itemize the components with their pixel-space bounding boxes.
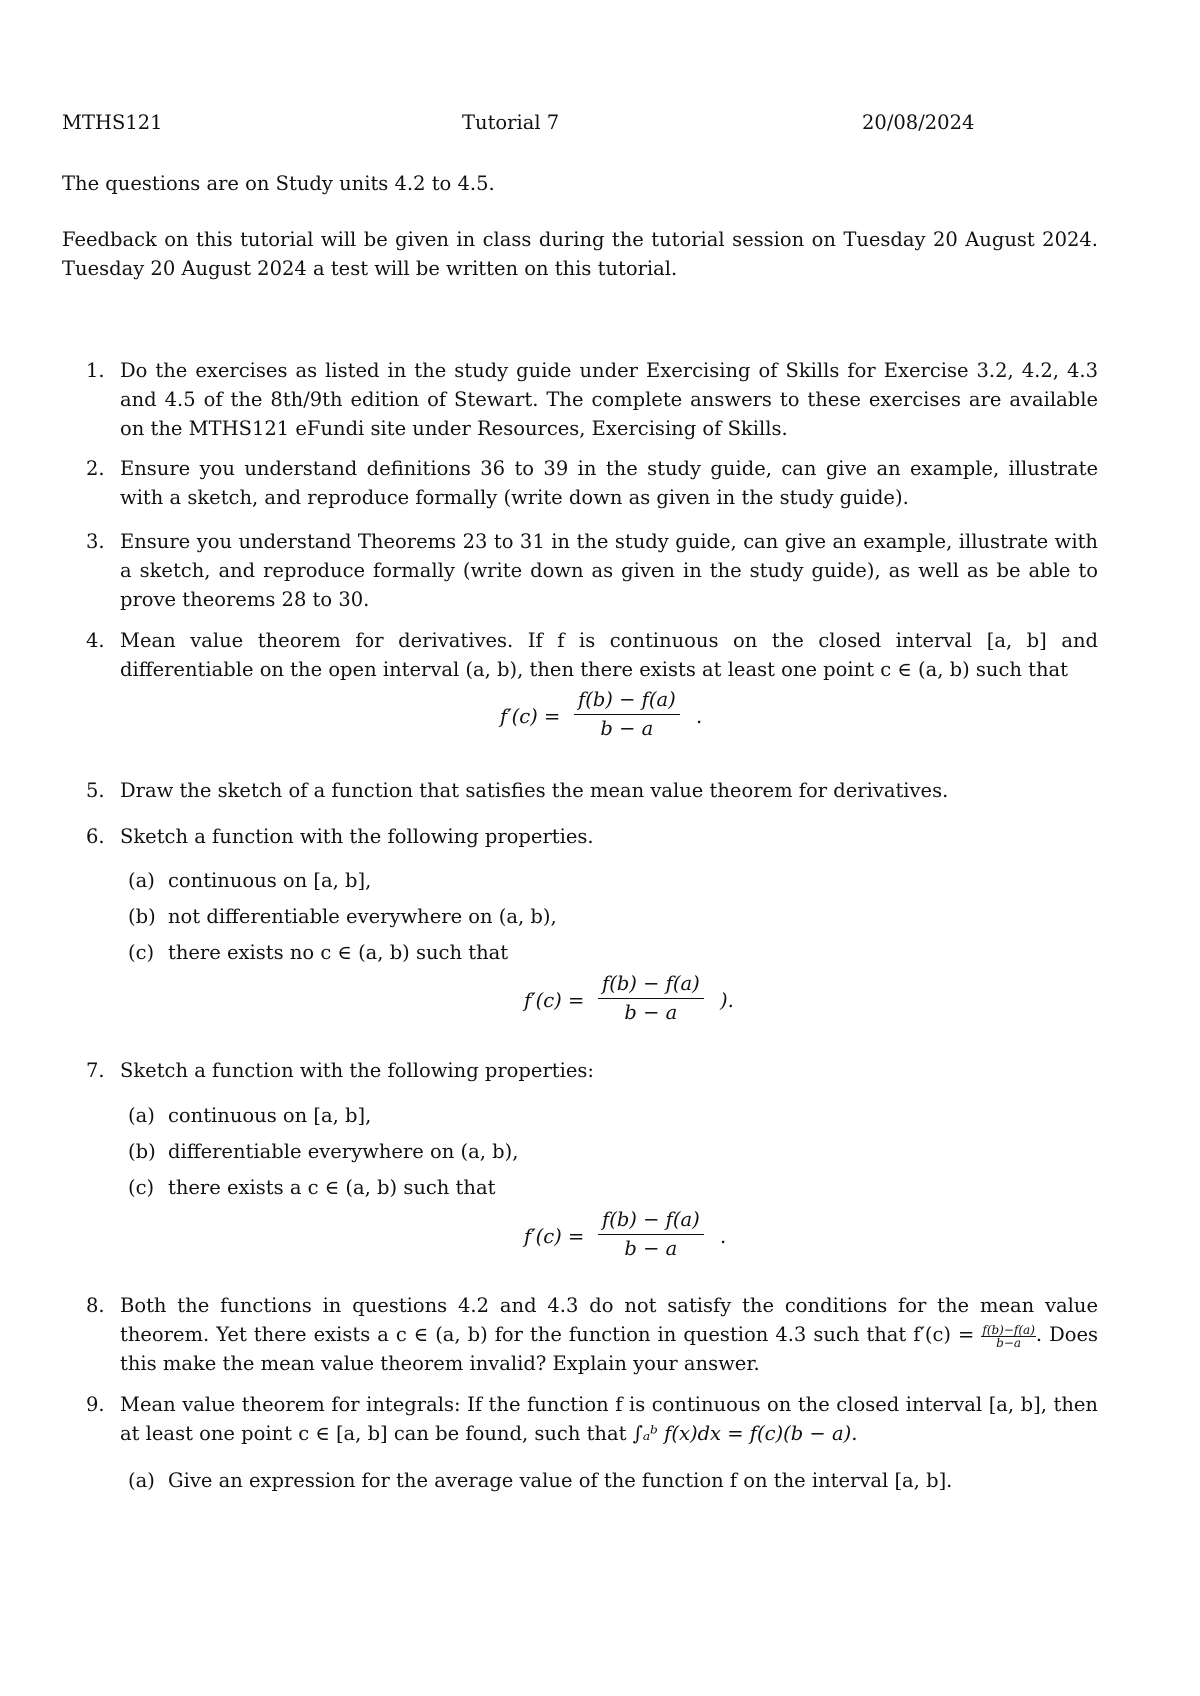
sub-item-text: continuous on [a, b], — [168, 1104, 372, 1127]
fraction-numerator: f(b) − f(a) — [602, 1208, 700, 1231]
formula-end: ). — [720, 989, 734, 1012]
question-number: 8. — [86, 1294, 105, 1317]
formula-q7 — [62, 1206, 1098, 1270]
question-text: Ensure you understand Theorems 23 to 31 in the study guide, can give an example, illustrate with a sketch, and reproduce formally (write down as given in the study guide), as well as be able to prove theorems 28 to 30. — [120, 530, 1098, 611]
fraction-denominator: b − a — [600, 717, 654, 741]
formula-lhs: f′(c) = — [524, 1225, 585, 1248]
fraction-denominator: b − a — [624, 1001, 678, 1025]
question-text-part: Both the functions in questions 4.2 and 4.3 do not satisfy the conditions for the mean value theorem. Yet there exists a c ∈ (a, b) for the function in question 4.3 such that f′(c) = — [120, 1294, 1098, 1346]
question-number: 5. — [86, 779, 105, 802]
formula-lhs: f′(c) = — [524, 989, 585, 1012]
formula-lhs: f′(c) = — [500, 705, 561, 728]
course-code: MTHS121 — [62, 111, 163, 134]
inline-fraction-numerator: f(b)−f(a) — [982, 1323, 1035, 1337]
formula-q6 — [62, 970, 1098, 1034]
question-number: 1. — [86, 359, 105, 382]
sub-item-label: (a) — [128, 1469, 155, 1492]
question-text-part: Mean value theorem for integrals: If the function f is continuous on the closed interval [a, b], then at least one point c ∈ [a, b] can be found, such that — [120, 1393, 1098, 1445]
question-text — [120, 1390, 1098, 1448]
question-text — [120, 1291, 1098, 1378]
formula-fraction — [598, 970, 704, 1027]
question-number: 7. — [86, 1059, 105, 1082]
fraction-numerator: f(b) − f(a) — [602, 972, 700, 995]
question-number: 2. — [86, 457, 105, 480]
tutorial-date: 20/08/2024 — [862, 111, 975, 134]
inline-fraction-denominator: b−a — [996, 1336, 1022, 1350]
intro-scope: The questions are on Study units 4.2 to 4.5. — [62, 172, 495, 195]
integral-expression: ∫ₐᵇ f(x)dx = f(c)(b − a). — [632, 1422, 858, 1445]
question-text: Do the exercises as listed in the study guide under Exercising of Skills for Exercise 3.2, 4.2, 4.3 and 4.5 of the 8th/9th edition of Stewart. The complete answers to these exercises are available on the MTHS121 eFundi site under Resources, Exercising of Skills. — [120, 359, 1098, 440]
sub-item-label: (b) — [128, 905, 156, 928]
sub-item-text: not differentiable everywhere on (a, b), — [168, 905, 557, 928]
sub-item-text: continuous on [a, b], — [168, 869, 372, 892]
question-text-part: . Does this make the mean value theorem invalid? Explain your answer. — [120, 1323, 1098, 1375]
fraction-denominator: b − a — [624, 1237, 678, 1261]
intro-feedback: Feedback on this tutorial will be given in class during the tutorial session on Tuesday 20 August 2024. Tuesday 20 August 2024 a test will be written on this tutorial. — [62, 228, 1098, 280]
sub-item-label: (c) — [128, 1176, 155, 1199]
sub-item-label: (b) — [128, 1140, 156, 1163]
question-text: Mean value theorem for derivatives. If f is continuous on the closed interval [a, b] and differentiable on the open interval (a, b), then there exists at least one point c ∈ (a, b) such that — [120, 629, 1098, 681]
sub-item-label: (a) — [128, 1104, 155, 1127]
sub-item-text: there exists no c ∈ (a, b) such that — [168, 941, 509, 964]
question-number: 4. — [86, 629, 105, 652]
page-header — [62, 108, 1098, 138]
formula-end: . — [696, 705, 703, 728]
formula-mvt-derivatives — [62, 686, 1098, 750]
sub-item-label: (a) — [128, 869, 155, 892]
fraction-numerator: f(b) − f(a) — [578, 688, 676, 711]
question-text: Sketch a function with the following properties: — [120, 1059, 594, 1082]
sub-item-text: there exists a c ∈ (a, b) such that — [168, 1176, 496, 1199]
sub-item-text: differentiable everywhere on (a, b), — [168, 1140, 519, 1163]
question-text: Ensure you understand definitions 36 to 39 in the study guide, can give an example, illustrate with a sketch, and reproduce formally (write down as given in the study guide). — [120, 457, 1098, 509]
formula-fraction — [598, 1206, 704, 1263]
question-text: Sketch a function with the following properties. — [120, 825, 594, 848]
question-number: 9. — [86, 1393, 105, 1416]
formula-end: . — [720, 1225, 727, 1248]
question-number: 3. — [86, 530, 105, 553]
tutorial-title: Tutorial 7 — [462, 111, 560, 134]
sub-item-label: (c) — [128, 941, 155, 964]
inline-fraction — [981, 1324, 1036, 1349]
question-text: Draw the sketch of a function that satisfies the mean value theorem for derivatives. — [120, 779, 949, 802]
question-number: 6. — [86, 825, 105, 848]
sub-item-text: Give an expression for the average value of the function f on the interval [a, b]. — [168, 1469, 953, 1492]
formula-fraction — [574, 686, 680, 743]
